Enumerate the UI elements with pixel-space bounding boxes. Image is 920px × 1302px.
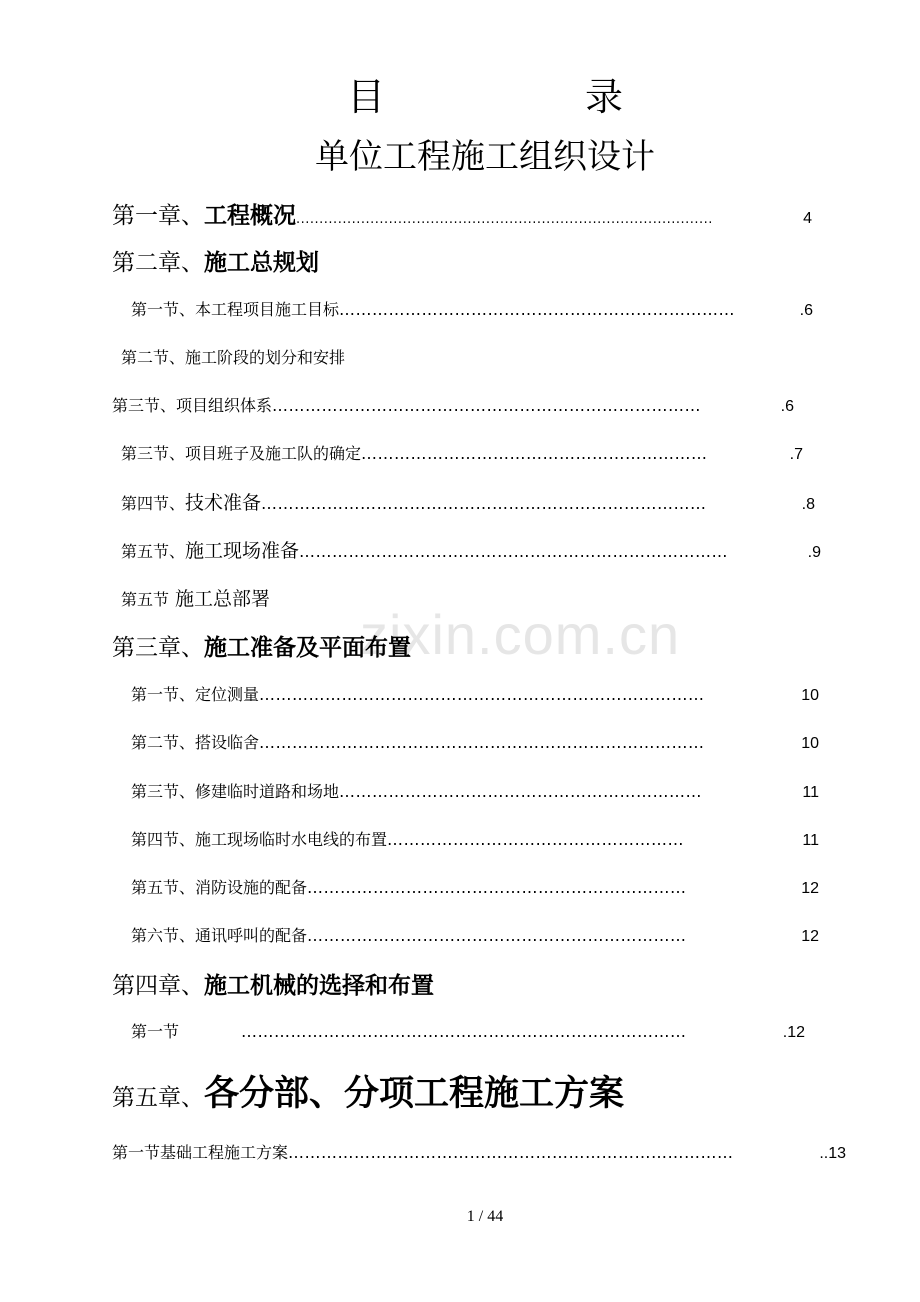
page-number: .12 [782,1024,805,1041]
leader-dots: ……………………………………………………………………… [259,685,705,704]
section-prefix: 第五节 [121,590,170,609]
leader-dots: ……………………………………………… [387,830,685,849]
leader-dots: …………………………………………………………… [307,926,687,945]
section-title: 第三节、项目班子及施工队的确定 [121,444,362,463]
toc-entry-section[interactable] [121,488,815,515]
leader-dots: .......................................................................................... [296,212,713,227]
watermark: zixin.com.cn [360,603,681,666]
section-title: 第一节、本工程项目施工目标 [131,300,340,319]
leader-dots: ………………………………………………………… [339,782,703,801]
leader-dots: ……………………………………………………………………… [261,494,707,513]
toc-entry-section[interactable] [131,682,819,705]
page-number: .8 [801,496,815,513]
section-title: 第三节、项目组织体系 [112,396,273,415]
toc-entry-section[interactable] [121,441,803,464]
chapter-name: 施工机械的选择和布置 [204,973,434,999]
section-title: 施工总部署 [175,588,271,610]
chapter-name: 施工总规划 [204,250,319,276]
section-prefix: 第四节、 [121,494,186,513]
page-number: .6 [780,398,794,415]
page-indicator: 1 / 44 [466,1208,504,1225]
page-number: .9 [807,544,821,561]
leader-dots: ……………………………………………………………………… [241,1022,687,1041]
leader-dots: …………………………………………………………………… [272,396,702,415]
page-number: 11 [802,784,819,801]
page-number: 11 [802,832,819,849]
leader-dots: …………………………………………………………… [307,878,687,897]
section-title: 第一节基础工程施工方案 [112,1143,289,1162]
chapter-name: 各分部、分项工程施工方案 [204,1074,625,1114]
page-number: ..13 [819,1145,846,1162]
toc-entry-section[interactable] [131,779,819,802]
page-number: 12 [801,880,819,897]
leader-dots: ……………………………………………………………………… [288,1143,734,1162]
section-title: 第五节、消防设施的配备 [131,878,308,897]
chapter-prefix: 第五章、 [112,1085,204,1111]
toc-entry-chapter-3[interactable] [112,629,411,662]
toc-entry-section[interactable] [131,875,819,898]
section-title: 第一节 [131,1022,180,1041]
leader-dots: ……………………………………………………………………… [259,733,705,752]
toc-entry-chapter-1[interactable] [112,197,812,230]
toc-entry-section[interactable] [131,297,813,320]
page-number: .6 [799,302,813,319]
toc-entry-section[interactable] [131,827,819,850]
page-number: 10 [801,735,819,752]
chapter-name: 施工准备及平面布置 [204,635,411,661]
chapter-prefix: 第四章、 [112,973,204,999]
section-title: 第二节、施工阶段的划分和安排 [121,348,346,367]
section-title: 第一节、定位测量 [131,685,260,704]
toc-entry-chapter-4[interactable] [112,967,434,1000]
section-title: 技术准备 [185,492,262,514]
leader-dots: ……………………………………………………… [361,444,708,463]
toc-entry-chapter-5[interactable] [112,1066,624,1116]
section-title: 第六节、通讯呼叫的配备 [131,926,308,945]
section-title: 第二节、搭设临舍 [131,733,260,752]
toc-entry-section[interactable] [131,1019,805,1042]
chapter-prefix: 第二章、 [112,250,204,276]
toc-title-right: 录 [585,75,624,119]
section-title: 第三节、修建临时道路和场地 [131,782,340,801]
leader-dots: ……………………………………………………………… [339,300,736,319]
toc-entry-section[interactable] [121,584,270,611]
toc-entry-chapter-2[interactable] [112,244,319,277]
toc-title-left: 目 [347,75,386,119]
section-title: 施工现场准备 [185,540,300,562]
page-number: 10 [801,687,819,704]
toc-entry-section[interactable] [131,923,819,946]
chapter-prefix: 第一章、 [112,203,204,229]
chapter-prefix: 第三章、 [112,635,204,661]
section-title: 第四节、施工现场临时水电线的布置 [131,830,388,849]
toc-entry-section[interactable] [112,1140,846,1163]
page-number: 12 [801,928,819,945]
section-prefix: 第五节、 [121,542,186,561]
page-number: 4 [803,210,812,227]
page-number: .7 [789,446,803,463]
chapter-name: 工程概况 [204,203,296,229]
toc-entry-section[interactable] [131,730,819,753]
document-subtitle: 单位工程施工组织设计 [315,137,655,177]
toc-entry-section[interactable] [121,345,345,368]
leader-dots: …………………………………………………………………… [299,542,729,561]
toc-entry-section[interactable] [112,393,794,416]
toc-entry-section[interactable] [121,536,821,563]
